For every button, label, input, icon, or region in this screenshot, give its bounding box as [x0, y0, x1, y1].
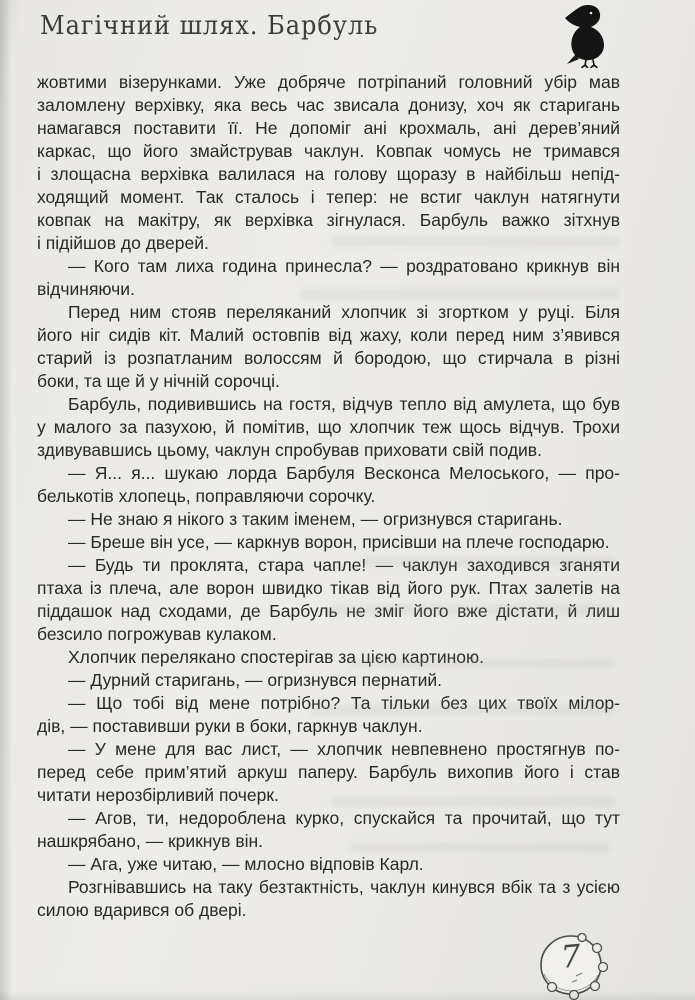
text-line: — Не знаю я нікого з таким іменем, — огризнувся старигань.: [68, 509, 563, 529]
text-line: і злощасна верхівка валилася на голову щоразу в найбільш непід-: [37, 164, 620, 184]
text-line: нашкрябано, — крикнув він.: [37, 831, 264, 851]
page-number: 7: [559, 938, 583, 976]
text-line: у малого за пазухою, й помітив, що хлопчик теж щось відчув. Трохи: [37, 417, 620, 437]
text-line: — Ага, уже читаю, — млосно відповів Карл.: [68, 854, 424, 874]
text-line: — Я... я... шукаю лорда Барбуля Весконса Мелоського, — про-: [68, 463, 620, 483]
text-line: — Будь ти проклята, стара чапле! — чаклун заходився зганяти: [68, 555, 620, 575]
tambourine-icon: [537, 933, 609, 1000]
text-line: боки, та ще й у нічній сорочці.: [37, 371, 280, 391]
text-line: старий із розпатланим волоссям й бородою, що стирчала в різні: [37, 348, 620, 368]
text-line: заломлену верхівку, яка весь час звисала донизу, хоч як старигань: [37, 95, 620, 115]
text-block: [37, 71, 620, 922]
text-line: безсило погрожував кулаком.: [37, 624, 277, 644]
text-line: птаха із плеча, але ворон швидко тікав від його рук. Птах залетів на: [37, 578, 620, 598]
text-line: перед себе прим’ятий аркуш паперу. Барбуль вихопив його і став: [37, 762, 620, 782]
text-line: Перед ним стояв переляканий хлопчик зі згортком у руці. Біля: [68, 302, 620, 322]
text-line: відчиняючи.: [37, 279, 135, 299]
text-line: здивувавшись цьому, чаклун спробував приховати свій подив.: [37, 440, 542, 460]
text-line: і підійшов до дверей.: [37, 233, 209, 253]
text-line: ковпак на макітру, як верхівка зігнулася. Барбуль важко зітхнув: [37, 210, 620, 230]
text-line: його ніг сидів кіт. Малий остовпів від жаху, коли перед ним з’явився: [37, 325, 620, 345]
text-line: — Кого там лиха година принесла? — роздратовано крикнув він: [68, 256, 620, 276]
text-line: — Що тобі від мене потрібно? Та тільки без цих твоїх мілор-: [68, 693, 620, 713]
text-line: — У мене для вас лист, — хлопчик невпевнено простягнув по-: [68, 739, 620, 759]
text-line: Хлопчик перелякано спостерігав за цією картиною.: [68, 647, 485, 667]
text-line: читати нерозбірливий почерк.: [37, 785, 279, 805]
text-line: ходящий момент. Так сталось і тепер: не встиг чаклун натягнути: [37, 187, 620, 207]
page-title: Магічний шлях. Барбуль: [40, 10, 379, 41]
text-line: Барбуль, подивившись на гостя, відчув тепло від амулета, що був: [68, 394, 620, 414]
text-line: жовтими візерунками. Уже добряче потріпаний головний убір мав: [37, 72, 620, 92]
text-line: силою вдарився об двері.: [37, 900, 247, 920]
text-line: Розгнівавшись на таку безтактність, чаклун кинувся вбік та з усією: [68, 877, 620, 897]
raven-icon: [563, 4, 613, 68]
text-line: каркас, що його змайстрував чаклун. Ковпак чомусь не тримався: [37, 141, 620, 161]
text-line: піддашок над сходами, де Барбуль не зміг його вже дістати, й лиш: [37, 601, 620, 621]
text-line: — Агов, ти, недороблена курко, спускайся та прочитай, що тут: [68, 808, 620, 828]
text-line: — Дурний старигань, — огризнувся пернатий.: [68, 670, 443, 690]
text-line: — Бреше він усе, — каркнув ворон, присівши на плече господарю.: [68, 532, 610, 552]
text-line: белькотів хлопець, поправляючи сорочку.: [37, 486, 376, 506]
text-line: намагався поставити її. Не допоміг ані крохмаль, ані дерев’яний: [37, 118, 620, 138]
text-line: дів, — поставивши руки в боки, гаркнув чаклун.: [37, 716, 423, 736]
